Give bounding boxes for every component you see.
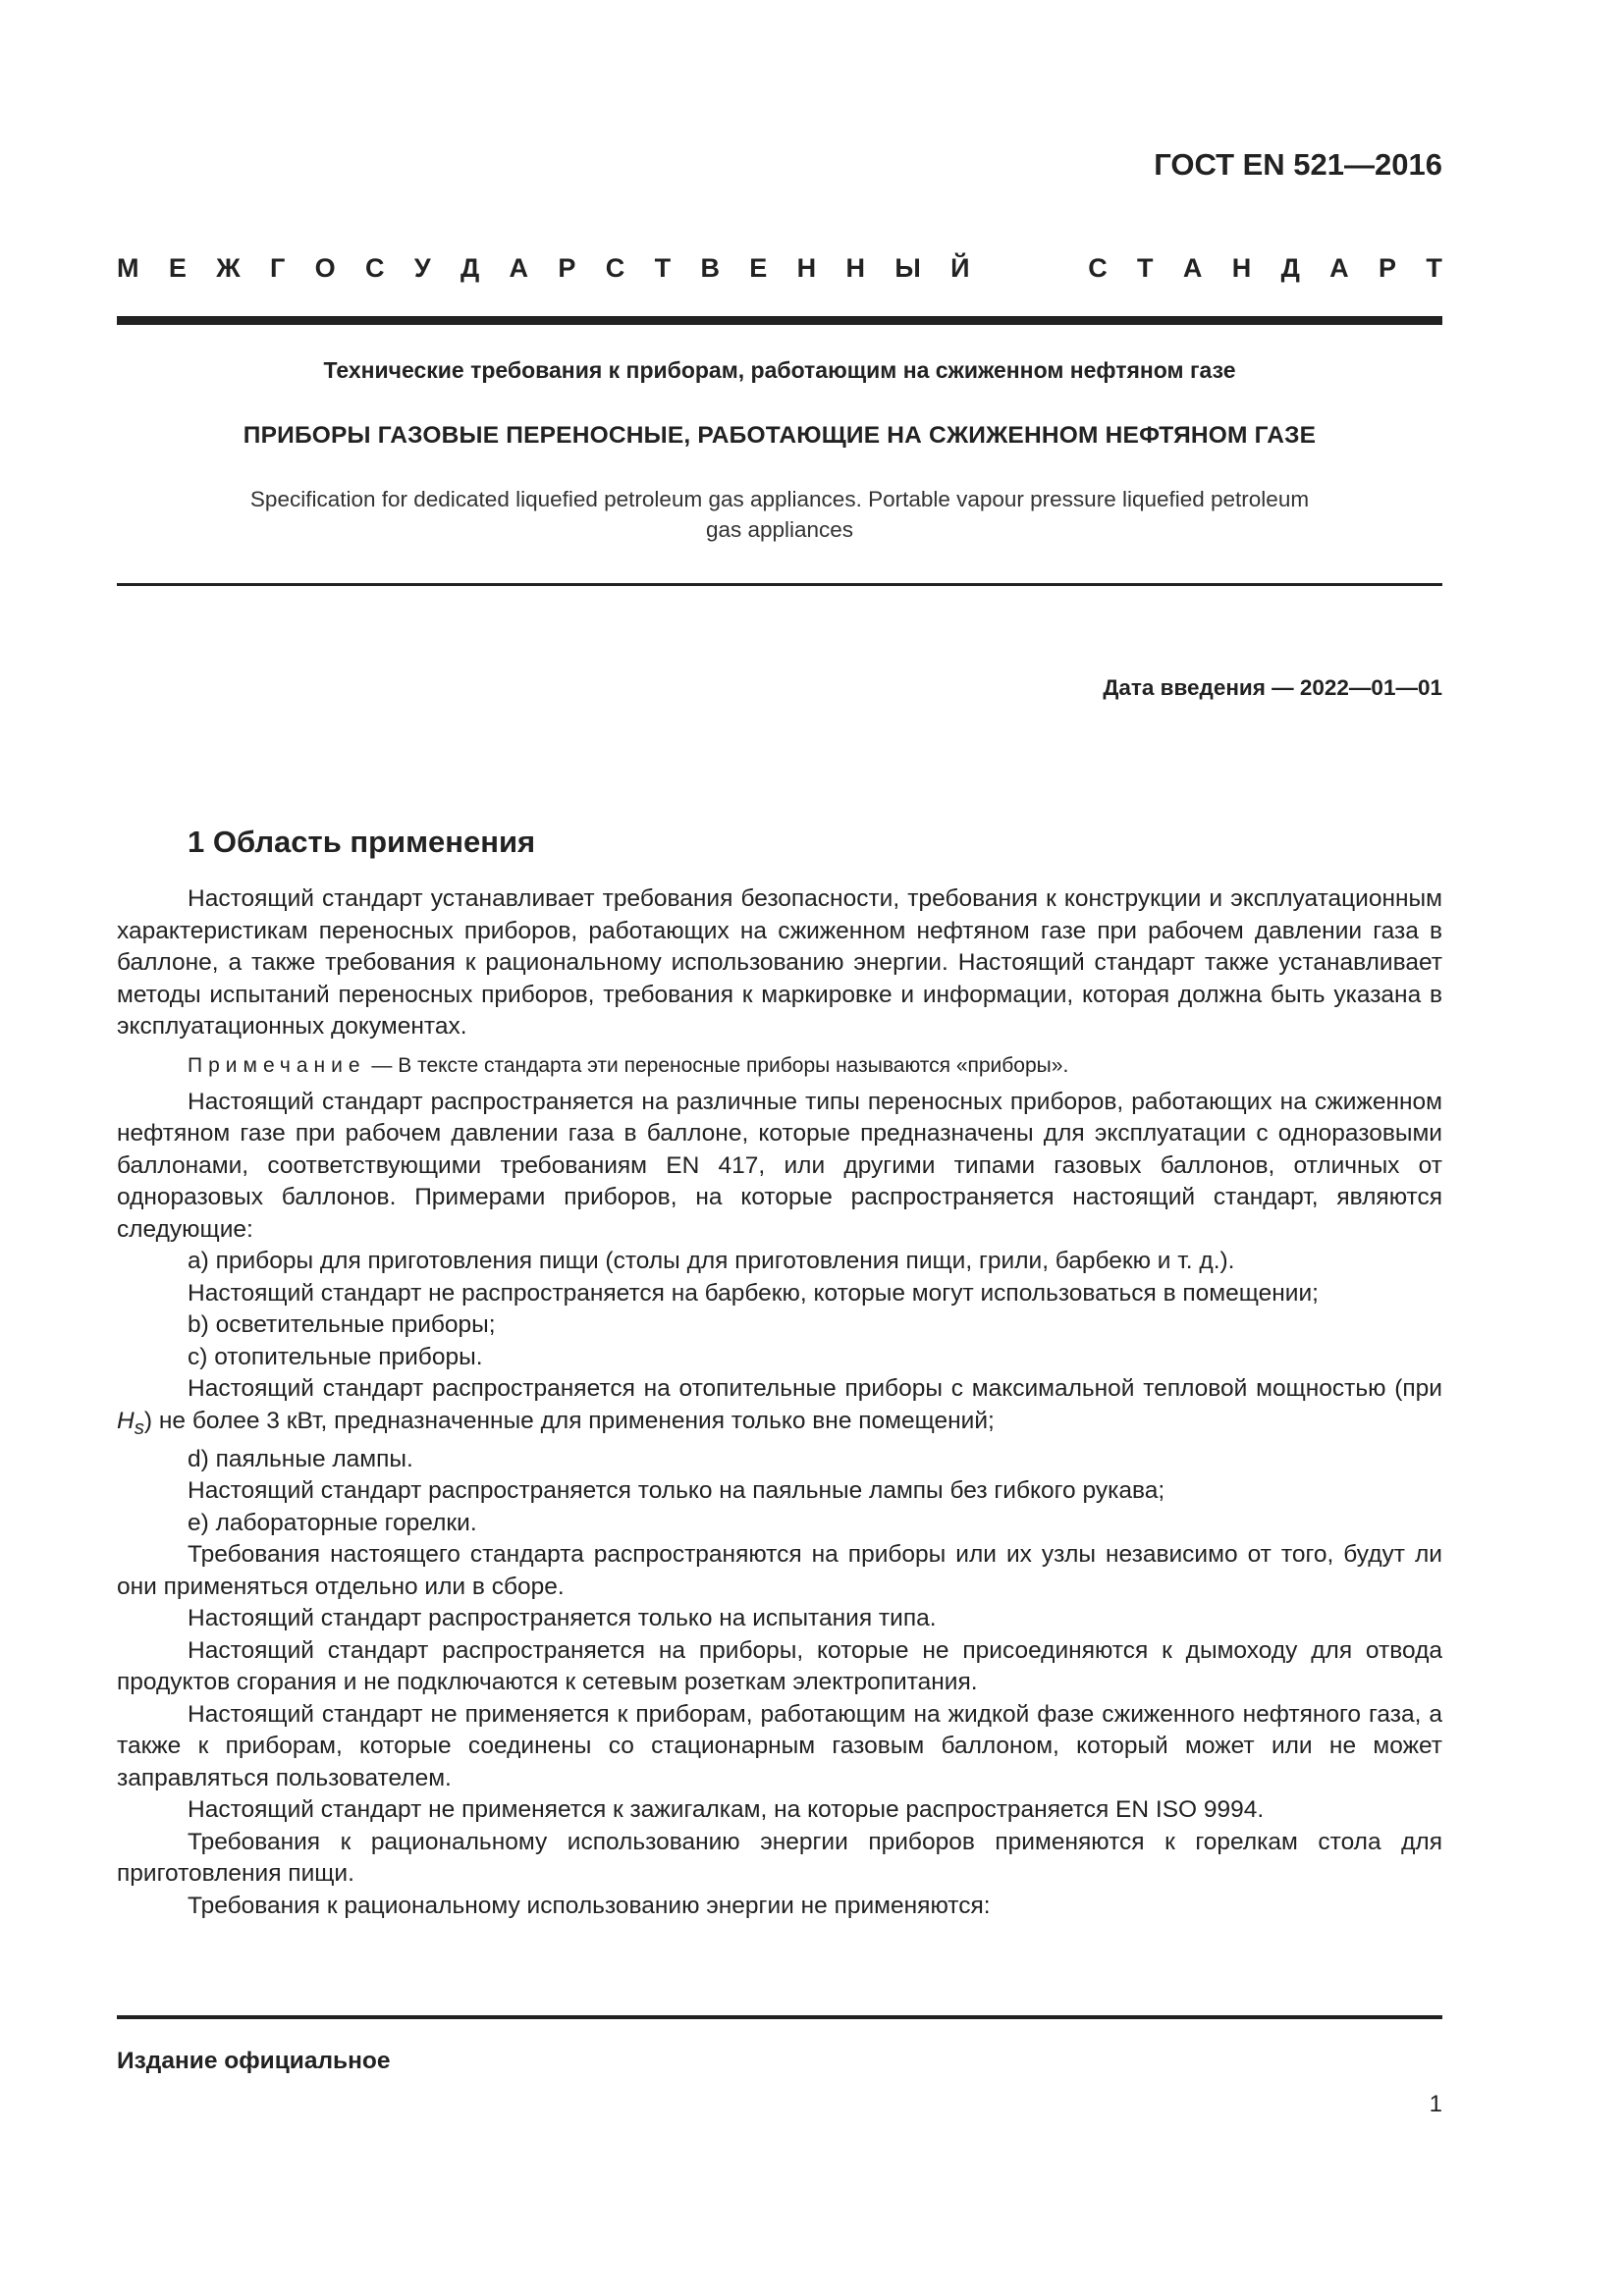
paragraph: Настоящий стандарт не применяется к зажигалкам, на которые распространяется EN ISO 9994. (188, 1796, 1265, 1824)
paragraph: Требования настоящего стандарта распространяются на приборы или их узлы независимо от того, будут ли они применяться отдельно или в сборе. (117, 1541, 1442, 1600)
heading-letter: Ы (894, 253, 921, 283)
list-item-e: e) лабораторные горелки. (188, 1509, 477, 1536)
text-run: Настоящий стандарт распространяется на отопительные приборы с максимальной тепловой мощностью (при (188, 1375, 1442, 1402)
heading-letter: Н (845, 253, 865, 283)
text-run: ) не более 3 кВт, предназначенные для применения только вне помещений; (143, 1407, 995, 1434)
page-number: 1 (1429, 2091, 1442, 2117)
edition-label: Издание официальное (117, 2048, 391, 2074)
list-item-c: c) отопительные приборы. (188, 1343, 483, 1370)
paragraph: Настоящий стандарт распространяется на различные типы переносных приборов, работающих на сжиженном нефтяном газе при рабочем давлении газа в баллоне, которые предназначены для эксплуатации с одноразовыми баллонами, соответствующими требованиям EN 417, или другими типами газовых баллонов, отличных от одноразовых баллонов. Примерами приборов, на которые распространяется настоящий стандарт, являются следующие: (117, 1088, 1442, 1243)
heading-letter: Р (558, 253, 576, 283)
list-item-d: d) паяльные лампы. (188, 1445, 413, 1472)
title-en (117, 484, 1442, 545)
note-text: — В тексте стандарта эти переносные приборы называются «приборы». (365, 1053, 1069, 1077)
heading-letter: У (413, 253, 431, 283)
heading-letter: Н (1231, 253, 1252, 283)
note-label: Примечание (188, 1053, 366, 1077)
heading-letter: С (364, 253, 385, 283)
heading-letter: А (1329, 253, 1349, 283)
interstate-standard-heading (117, 253, 1442, 284)
heading-letter: Г (269, 253, 286, 283)
heading-letter: А (509, 253, 529, 283)
heading-letter: С (605, 253, 625, 283)
heading-letter: С (1088, 253, 1108, 283)
heading-letter: Д (460, 253, 480, 283)
symbol-s: s (134, 1416, 144, 1439)
heading-letter: Т (1137, 253, 1154, 283)
paragraph: Настоящий стандарт распространяется только на испытания типа. (188, 1605, 937, 1632)
note (117, 1051, 1442, 1081)
heading-letter: Д (1280, 253, 1300, 283)
list-item-a: а) приборы для приготовления пищи (столы для приготовления пищи, грили, барбекю и т. д.). (188, 1248, 1235, 1274)
header-rule (117, 316, 1442, 325)
heading-letter: В (700, 253, 720, 283)
heading-letter: О (314, 253, 336, 283)
paragraph: Настоящий стандарт не применяется к приборам, работающим на жидкой фазе сжиженного нефтяного газа, а также к приборам, которые соединены со стационарным газовым баллоном, который может или не может заправляться пользователем. (117, 1700, 1442, 1791)
heading-letter: Т (654, 253, 672, 283)
footer-rule (117, 2015, 1442, 2019)
paragraph: Требования к рациональному использованию энергии приборов применяются к горелкам стола для приготовления пищи. (117, 1828, 1442, 1888)
section-body (117, 883, 1442, 1922)
heading-letter: Ж (216, 253, 241, 283)
paragraph: Настоящий стандарт устанавливает требования безопасности, требования к конструкции и эксплуатационным характеристикам переносных приборов, работающих на сжиженном нефтяном газе при рабочем давлении газа в баллоне, а также требования к рациональному использованию энергии. Настоящий стандарт также устанавливает методы испытаний переносных приборов, требования к маркировке и информации, которая должна быть указана в эксплуатационных документах. (117, 885, 1442, 1040)
heading-letter: Н (796, 253, 817, 283)
title-main: ПРИБОРЫ ГАЗОВЫЕ ПЕРЕНОСНЫЕ, РАБОТАЮЩИЕ НА СЖИЖЕННОМ НЕФТЯНОМ ГАЗЕ (243, 422, 1317, 449)
heading-letter: Е (168, 253, 187, 283)
heading-letter: А (1182, 253, 1203, 283)
title-en-line2: gas appliances (705, 517, 854, 542)
heading-letter: Й (950, 253, 970, 283)
title-ru: Технические требования к приборам, работающим на сжиженном нефтяном газе (323, 357, 1236, 383)
heading-letter: Р (1379, 253, 1397, 283)
title-en-line1: Specification for dedicated liquefied petroleum gas appliances. Portable vapour pressure liquefied petroleum (249, 487, 1310, 511)
list-item-b: b) осветительные приборы; (188, 1311, 496, 1338)
symbol-h: H (117, 1407, 135, 1434)
heading-letter: Т (1426, 253, 1442, 283)
paragraph: Требования к рациональному использованию энергии не применяются: (188, 1892, 991, 1919)
intro-date: Дата введения — 2022—01—01 (1103, 675, 1442, 700)
paragraph (117, 1373, 1442, 1444)
heading-letter: Е (749, 253, 768, 283)
heading-gap (1000, 253, 1058, 284)
title-rule (117, 583, 1442, 586)
heading-letter: М (117, 253, 139, 283)
section-title: 1 Область применения (188, 825, 536, 859)
paragraph: Настоящий стандарт распространяется на приборы, которые не присоединяются к дымоходу для отвода продуктов сгорания и не подключаются к сетевым розеткам электропитания. (117, 1636, 1442, 1696)
paragraph: Настоящий стандарт распространяется только на паяльные лампы без гибкого рукава; (188, 1477, 1165, 1505)
standard-code: ГОСТ EN 521—2016 (1154, 147, 1442, 182)
paragraph: Настоящий стандарт не распространяется на барбекю, которые могут использоваться в помещении; (188, 1279, 1319, 1307)
